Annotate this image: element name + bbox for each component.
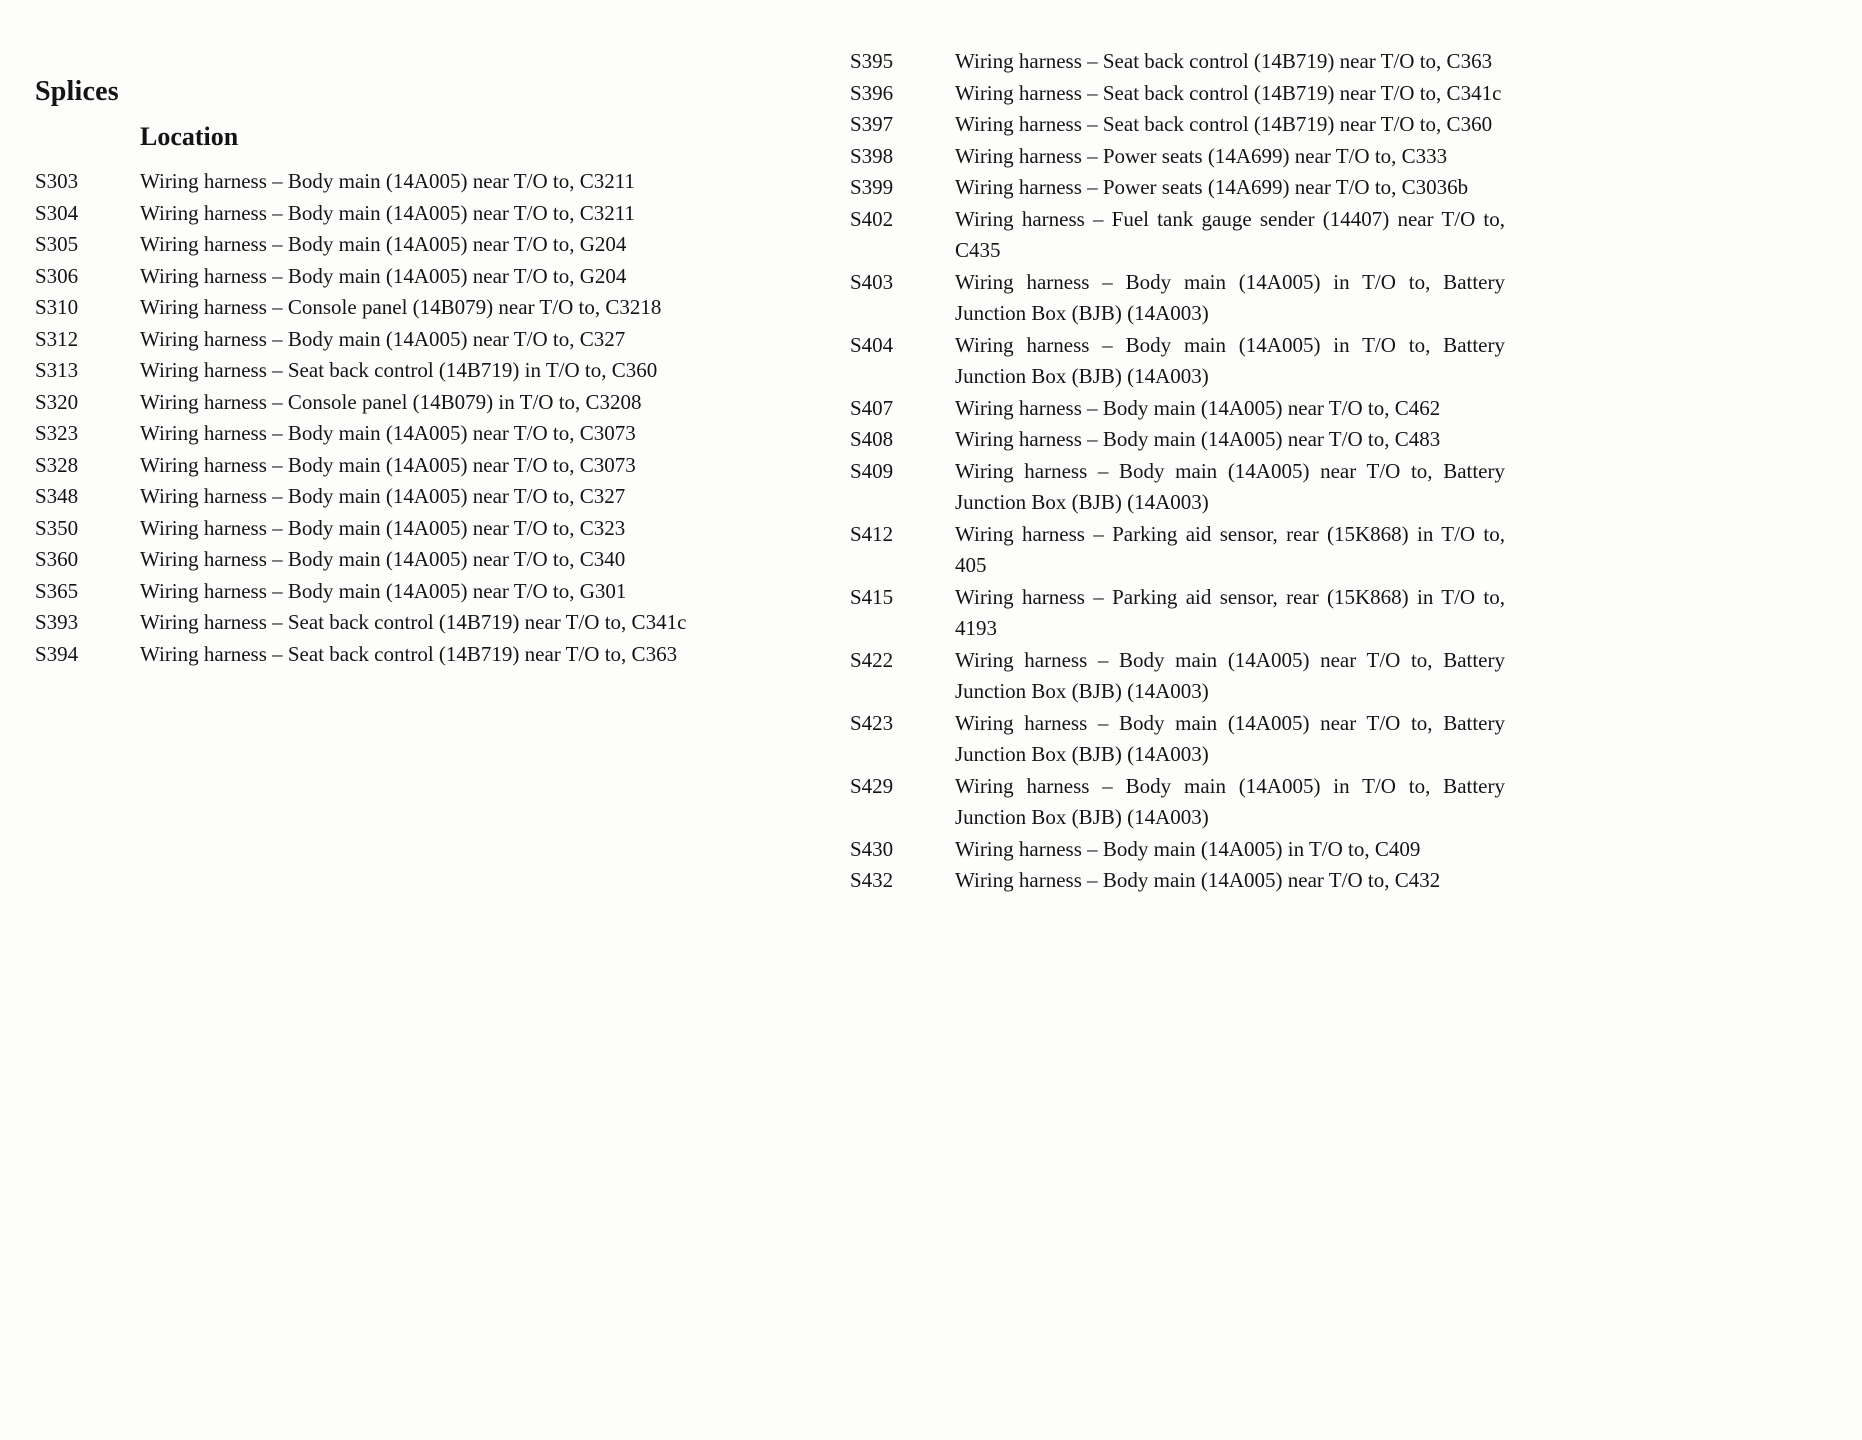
splice-code: S328 bbox=[35, 452, 79, 477]
splice-entry bbox=[850, 172, 1505, 204]
splice-code: S422 bbox=[850, 647, 894, 672]
splice-code: S310 bbox=[35, 295, 79, 319]
splice-location: Wiring harness – Body main (14A005) near T/O to, C327 bbox=[140, 326, 626, 351]
splice-entry bbox=[850, 109, 1505, 141]
splice-entry bbox=[850, 78, 1505, 110]
splice-code: S408 bbox=[850, 427, 894, 451]
splice-entry bbox=[35, 607, 690, 639]
splice-location: Wiring harness – Body main (14A005) near T/O to, Battery Junction Box (BJB) (14A003) bbox=[955, 710, 1505, 766]
splice-location: Wiring harness – Body main (14A005) near T/O to, C323 bbox=[140, 515, 626, 540]
splice-location: Wiring harness – Seat back control (14B719) near T/O to, C360 bbox=[955, 112, 1493, 136]
splice-location: Wiring harness – Body main (14A005) near T/O to, C483 bbox=[955, 427, 1441, 451]
splice-location: Wiring harness – Body main (14A005) near T/O to, C340 bbox=[140, 547, 626, 571]
splice-location: Wiring harness – Body main (14A005) near T/O to, C3073 bbox=[140, 421, 636, 445]
splice-code: S313 bbox=[35, 358, 79, 382]
splice-code: S304 bbox=[35, 200, 79, 225]
splice-location: Wiring harness – Body main (14A005) in T/O to, Battery Junction Box (BJB) (14A003) bbox=[955, 773, 1505, 829]
splice-code: S398 bbox=[850, 143, 894, 168]
splice-entry bbox=[35, 450, 690, 482]
splice-location: Wiring harness – Body main (14A005) near T/O to, C462 bbox=[955, 395, 1441, 420]
splice-entry bbox=[35, 387, 690, 419]
splice-entry bbox=[850, 393, 1505, 425]
splice-entry bbox=[850, 141, 1505, 173]
splice-entry bbox=[35, 481, 690, 513]
splice-location: Wiring harness – Parking aid sensor, rear (15K868) in T/O to, 4193 bbox=[955, 584, 1505, 640]
splice-entry bbox=[35, 418, 690, 450]
splice-code: S306 bbox=[35, 263, 79, 288]
splice-code: S396 bbox=[850, 80, 894, 105]
splice-entry bbox=[850, 771, 1505, 834]
splice-code: S348 bbox=[35, 484, 79, 508]
splice-entry bbox=[850, 582, 1505, 645]
splice-location: Wiring harness – Body main (14A005) near T/O to, C3211 bbox=[140, 169, 635, 193]
splice-entry bbox=[35, 639, 690, 671]
splice-entry bbox=[35, 513, 690, 545]
splice-code: S412 bbox=[850, 521, 894, 546]
splice-entry bbox=[35, 261, 690, 293]
splice-entry bbox=[850, 519, 1505, 582]
splice-location: Wiring harness – Console panel (14B079) near T/O to, C3218 bbox=[140, 295, 662, 319]
splice-location: Wiring harness – Power seats (14A699) near T/O to, C333 bbox=[955, 143, 1448, 168]
splice-entry bbox=[35, 355, 690, 387]
splice-code: S395 bbox=[850, 49, 894, 73]
splice-location: Wiring harness – Body main (14A005) near T/O to, C3211 bbox=[140, 200, 635, 225]
splice-location: Wiring harness – Body main (14A005) near T/O to, C3073 bbox=[140, 452, 636, 477]
left-column bbox=[35, 76, 690, 670]
splice-code: S312 bbox=[35, 326, 79, 351]
splice-location: Wiring harness – Body main (14A005) near T/O to, C432 bbox=[955, 868, 1441, 892]
splice-location: Wiring harness – Body main (14A005) near T/O to, Battery Junction Box (BJB) (14A003) bbox=[955, 458, 1505, 514]
splice-code: S415 bbox=[850, 584, 894, 609]
splice-location: Wiring harness – Seat back control (14B719) near T/O to, C363 bbox=[140, 641, 678, 666]
splice-list-left bbox=[35, 166, 690, 670]
splice-entry bbox=[35, 292, 690, 324]
splice-code: S397 bbox=[850, 112, 894, 136]
splice-code: S360 bbox=[35, 547, 79, 571]
splice-code: S423 bbox=[850, 710, 894, 735]
splice-location: Wiring harness – Body main (14A005) near T/O to, C327 bbox=[140, 484, 626, 508]
splice-entry bbox=[35, 576, 690, 608]
splice-entry bbox=[850, 456, 1505, 519]
splice-code: S323 bbox=[35, 421, 79, 445]
location-column-header: Location bbox=[140, 122, 239, 151]
splice-code: S429 bbox=[850, 773, 894, 798]
splice-location: Wiring harness – Seat back control (14B719) near T/O to, C341c bbox=[140, 610, 687, 634]
splice-entry bbox=[35, 198, 690, 230]
splice-list-right bbox=[850, 46, 1505, 897]
splice-code: S393 bbox=[35, 610, 79, 634]
splice-code: S404 bbox=[850, 332, 894, 357]
splice-entry bbox=[850, 204, 1505, 267]
splice-entry bbox=[35, 324, 690, 356]
splice-entry bbox=[850, 645, 1505, 708]
splice-location: Wiring harness – Body main (14A005) near T/O to, G204 bbox=[140, 263, 627, 288]
splice-location: Wiring harness – Body main (14A005) in T/O to, C409 bbox=[955, 836, 1421, 861]
splice-location: Wiring harness – Power seats (14A699) near T/O to, C3036b bbox=[955, 175, 1469, 199]
splice-entry bbox=[850, 708, 1505, 771]
right-column bbox=[850, 46, 1505, 897]
splice-location: Wiring harness – Seat back control (14B719) near T/O to, C341c bbox=[955, 80, 1502, 105]
splice-code: S432 bbox=[850, 868, 894, 892]
splice-entry bbox=[850, 865, 1505, 897]
splice-code: S305 bbox=[35, 232, 79, 256]
splice-entry bbox=[850, 267, 1505, 330]
splice-location: Wiring harness – Seat back control (14B719) near T/O to, C363 bbox=[955, 49, 1493, 73]
splice-entry bbox=[850, 330, 1505, 393]
splice-code: S402 bbox=[850, 206, 894, 231]
splice-entry bbox=[850, 46, 1505, 78]
splice-code: S409 bbox=[850, 458, 894, 483]
splice-location: Wiring harness – Console panel (14B079) in T/O to, C3208 bbox=[140, 389, 642, 414]
splice-code: S365 bbox=[35, 578, 79, 603]
splice-code: S399 bbox=[850, 175, 894, 199]
splice-entry bbox=[850, 834, 1505, 866]
splice-code: S407 bbox=[850, 395, 894, 420]
splice-location: Wiring harness – Parking aid sensor, rear (15K868) in T/O to, 405 bbox=[955, 521, 1505, 577]
splice-code: S320 bbox=[35, 389, 79, 414]
splice-location: Wiring harness – Fuel tank gauge sender (14407) near T/O to, C435 bbox=[955, 206, 1505, 262]
splice-entry bbox=[35, 229, 690, 261]
splice-code: S403 bbox=[850, 269, 894, 294]
splice-location: Wiring harness – Body main (14A005) near T/O to, G301 bbox=[140, 578, 627, 603]
splice-code: S430 bbox=[850, 836, 894, 861]
splice-location: Wiring harness – Body main (14A005) near T/O to, Battery Junction Box (BJB) (14A003) bbox=[955, 647, 1505, 703]
splice-entry bbox=[35, 544, 690, 576]
splice-entry bbox=[850, 424, 1505, 456]
splice-location: Wiring harness – Body main (14A005) near T/O to, G204 bbox=[140, 232, 627, 256]
page-title: Splices bbox=[35, 76, 119, 107]
splice-code: S394 bbox=[35, 641, 79, 666]
splice-code: S350 bbox=[35, 515, 79, 540]
splice-code: S303 bbox=[35, 169, 79, 193]
splice-location: Wiring harness – Body main (14A005) in T/O to, Battery Junction Box (BJB) (14A003) bbox=[955, 332, 1505, 388]
splice-location: Wiring harness – Seat back control (14B719) in T/O to, C360 bbox=[140, 358, 658, 382]
splice-location: Wiring harness – Body main (14A005) in T/O to, Battery Junction Box (BJB) (14A003) bbox=[955, 269, 1505, 325]
splice-entry bbox=[35, 166, 690, 198]
